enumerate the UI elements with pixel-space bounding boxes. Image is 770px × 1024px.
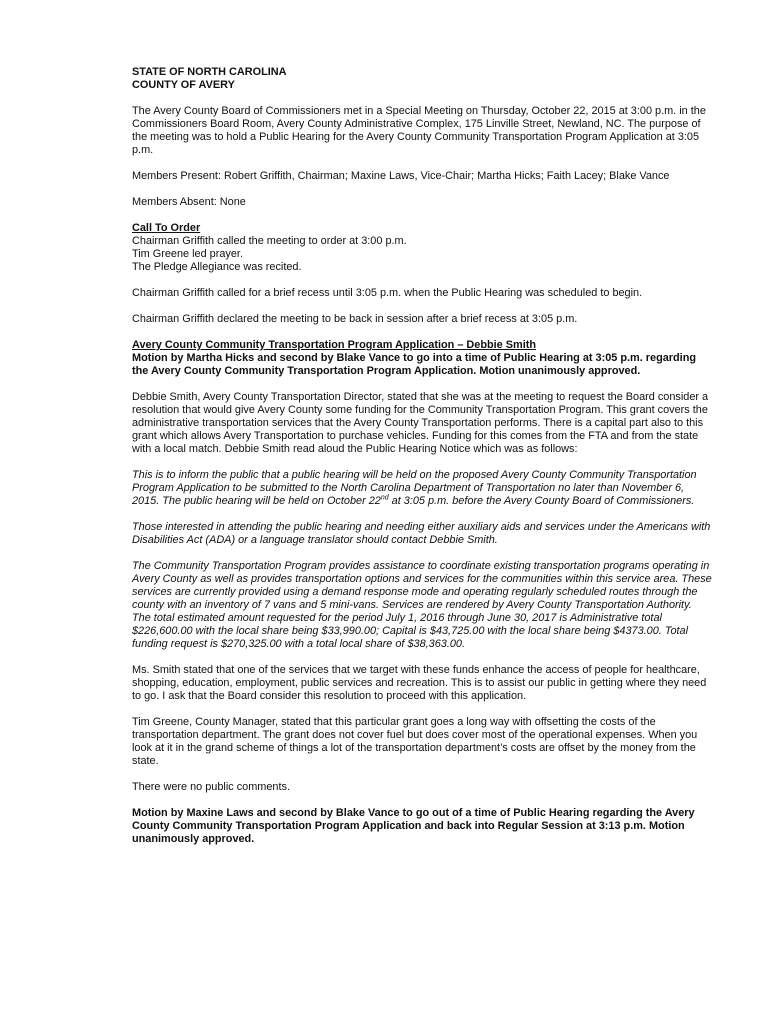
call-to-order-heading: Call To Order bbox=[132, 222, 201, 234]
intro-paragraph: The Avery County Board of Commissioners met in a Special Meeting on Thursday, October 22, 2015 at 3:00 p.m. in the Commissioners Board Room, Avery County Administrative Complex, 175 Linville Street, Newland, NC. The purpose of the meeting was to hold a Public Hearing for the Avery County Community Transportation Program Application at 3:05 p.m. bbox=[132, 105, 706, 156]
county-heading: COUNTY OF AVERY bbox=[132, 79, 235, 91]
state-heading: STATE OF NORTH CAROLINA bbox=[132, 66, 287, 78]
minutes-document bbox=[132, 66, 712, 859]
smith-statement: Ms. Smith stated that one of the services that we target with these funds enhance the access of people for healthcare, shopping, education, employment, public services and recreation. This is to assist our public in getting where they need to go. I ask that the Board consider this resolution to proceed with this application. bbox=[132, 664, 707, 702]
notice-paragraph-3: The Community Transportation Program provides assistance to coordinate existing transportation programs operating in Avery County as well as provides transportation options and services for the communities within this service area. These services are currently provided using a demand response mode and operating regularly scheduled routes through the county with an inventory of 7 vans and 5 mini-vans. Services are rendered by Avery County Transportation Authority. The total estimated amount requested for the period July 1, 2016 through June 30, 2017 is Administrative total $226,600.00 with the local share being $33,990.00; Capital is $43,725.00 with the local share being $4373.00. Total funding request is $270,325.00 with a total local share of $38,363.00. bbox=[132, 560, 712, 650]
notice-paragraph-2: Those interested in attending the public hearing and needing either auxiliary aids and services under the Americans with Disabilities Act (ADA) or a language translator should contact Debbie Smith. bbox=[132, 521, 711, 546]
call-to-order-line: Chairman Griffith called the meeting to order at 3:00 p.m. bbox=[132, 235, 407, 247]
prayer-line: Tim Greene led prayer. bbox=[132, 248, 243, 260]
greene-statement: Tim Greene, County Manager, stated that this particular grant goes a long way with offsetting the costs of the transportation department. The grant does not cover fuel but does cover most of the operational expenses. When you look at it in the grand scheme of things a lot of the transportation department’s costs are offset by the money from the state. bbox=[132, 716, 698, 767]
notice-1-text: This is to inform the public that a public hearing will be held on the proposed Avery County Community Transportation Program Application to be submitted to the North Carolina Department of Transportation no later than November 6, 2015. The public hearing will be held on October 22 bbox=[132, 469, 697, 507]
members-absent: Members Absent: None bbox=[132, 196, 246, 208]
back-in-session-paragraph: Chairman Griffith declared the meeting to be back in session after a brief recess at 3:05 p.m. bbox=[132, 313, 578, 325]
notice-paragraph-1 bbox=[132, 469, 712, 508]
pledge-line: The Pledge Allegiance was recited. bbox=[132, 261, 302, 273]
public-comments: There were no public comments. bbox=[132, 781, 290, 793]
members-present: Members Present: Robert Griffith, Chairman; Maxine Laws, Vice-Chair; Martha Hicks; Faith Lacey; Blake Vance bbox=[132, 170, 670, 182]
section-heading: Avery County Community Transportation Program Application – Debbie Smith bbox=[132, 339, 537, 351]
debbie-statement: Debbie Smith, Avery County Transportation Director, stated that she was at the meeting to request the Board consider a resolution that would give Avery County some funding for the Community Transportation Program. This grant covers the administrative transportation services that the Avery County Transportation performs. There is a capital part also to this grant which allows Avery Transportation to purchase vehicles. Funding for this comes from the FTA and from the state with a local match. Debbie Smith read aloud the Public Hearing Notice which was as follows: bbox=[132, 391, 709, 455]
notice-1-superscript: nd bbox=[380, 494, 389, 502]
motion-close: Motion by Maxine Laws and second by Blake Vance to go out of a time of Public Hearing regarding the Avery County Community Transportation Program Application and back into Regular Session at 3:13 p.m. Motion unanimously approved. bbox=[132, 807, 695, 845]
motion-open: Motion by Martha Hicks and second by Blake Vance to go into a time of Public Hearing at 3:05 p.m. regarding the Avery County Community Transportation Program Application. Motion unanimously approved. bbox=[132, 352, 697, 377]
recess-paragraph: Chairman Griffith called for a brief recess until 3:05 p.m. when the Public Hearing was scheduled to begin. bbox=[132, 287, 643, 299]
notice-1-text-end: at 3:05 p.m. before the Avery County Board of Commissioners. bbox=[388, 495, 695, 507]
